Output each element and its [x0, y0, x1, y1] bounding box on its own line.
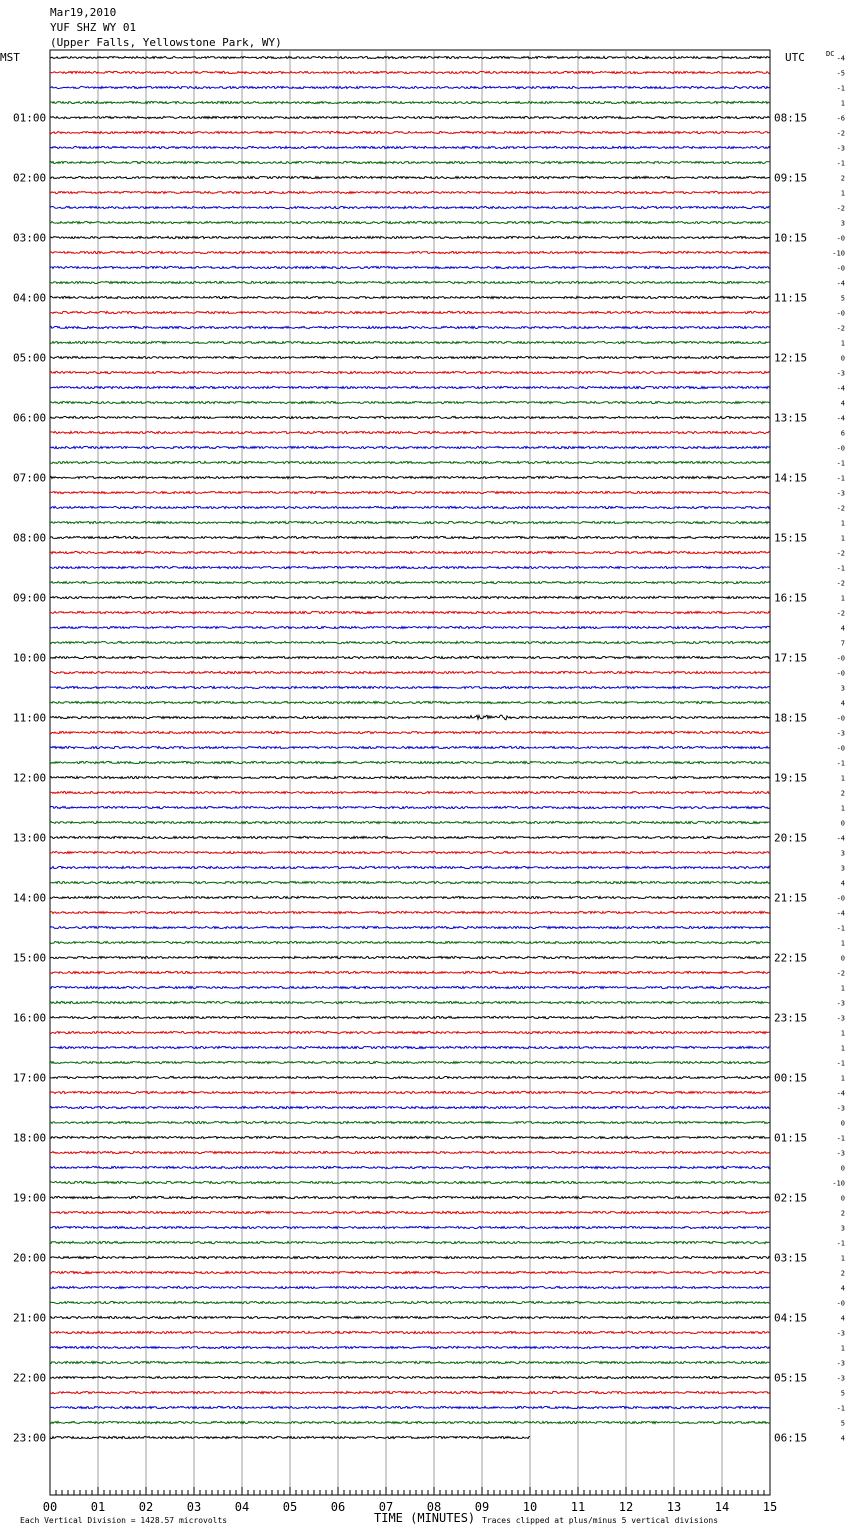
utc-hour-label: 15:15 — [774, 531, 808, 545]
utc-hour-label: 18:15 — [774, 711, 808, 725]
x-tick-label: 15 — [762, 1500, 778, 1514]
dc-offset-label: -0 — [836, 654, 845, 663]
dc-offset-label: -2 — [836, 969, 845, 978]
dc-offset-label: 3 — [840, 219, 845, 228]
trace-layer — [50, 56, 770, 1438]
seismic-trace — [50, 506, 770, 508]
seismic-trace — [50, 56, 770, 58]
seismic-trace — [50, 476, 770, 478]
dc-offset-label: -3 — [836, 1149, 845, 1158]
seismic-trace — [50, 401, 770, 403]
dc-offset-label: -3 — [836, 489, 845, 498]
utc-hour-label: 00:15 — [774, 1071, 808, 1085]
dc-offset-label: -3 — [836, 369, 845, 378]
label-layer — [13, 55, 845, 1445]
mst-hour-label: 12:00 — [13, 771, 47, 785]
mst-hour-label: 16:00 — [13, 1011, 47, 1025]
mst-hour-label: 19:00 — [13, 1191, 47, 1205]
seismic-trace — [50, 1151, 770, 1153]
seismic-trace — [50, 626, 770, 628]
seismic-trace — [50, 1391, 770, 1393]
dc-offset-label: -1 — [836, 84, 845, 93]
seismic-trace — [50, 101, 770, 103]
seismic-trace — [50, 146, 770, 148]
dc-offset-label: 3 — [840, 864, 845, 873]
seismic-trace — [50, 1346, 770, 1348]
dc-offset-label: 0 — [840, 1194, 845, 1203]
dc-offset-label: 1 — [840, 594, 845, 603]
dc-offset-label: 4 — [840, 399, 845, 408]
utc-hour-label: 10:15 — [774, 231, 808, 245]
seismic-trace — [50, 1241, 770, 1243]
utc-hour-label: 06:15 — [774, 1431, 808, 1445]
dc-offset-label: -4 — [836, 1089, 845, 1098]
seismic-trace — [50, 281, 770, 283]
dc-offset-label: 4 — [840, 1434, 845, 1443]
seismic-trace — [50, 416, 770, 418]
seismic-trace — [50, 911, 770, 913]
dc-offset-label: 5 — [840, 1419, 845, 1428]
dc-offset-label: 4 — [840, 1314, 845, 1323]
seismic-trace — [50, 776, 770, 778]
dc-offset-label: -2 — [836, 504, 845, 513]
dc-offset-label: 2 — [840, 1269, 845, 1278]
seismic-trace — [50, 1271, 770, 1273]
dc-offset-label: -4 — [836, 54, 845, 63]
seismic-trace — [50, 221, 770, 223]
seismic-trace — [50, 86, 770, 88]
dc-offset-label: 5 — [840, 294, 845, 303]
seismic-trace — [50, 686, 770, 688]
seismic-trace — [50, 1001, 770, 1003]
mst-hour-label: 14:00 — [13, 891, 47, 905]
dc-offset-label: -2 — [836, 324, 845, 333]
seismic-trace — [50, 1166, 770, 1168]
seismic-trace — [50, 116, 770, 118]
utc-hour-label: 01:15 — [774, 1131, 808, 1145]
seismic-trace — [50, 491, 770, 493]
x-tick-label: 03 — [186, 1500, 202, 1514]
utc-hour-label: 09:15 — [774, 171, 808, 185]
dc-offset-label: -3 — [836, 1374, 845, 1383]
dc-offset-label: -1 — [836, 159, 845, 168]
dc-offset-label: 0 — [840, 354, 845, 363]
dc-offset-label: -3 — [836, 1014, 845, 1023]
seismic-trace — [50, 1301, 770, 1303]
seismic-trace — [50, 206, 770, 208]
mst-hour-label: 23:00 — [13, 1431, 47, 1445]
dc-offset-label: 2 — [840, 1209, 845, 1218]
mst-hour-label: 05:00 — [13, 351, 47, 365]
dc-header-label: DC — [826, 50, 835, 58]
dc-offset-label: 0 — [840, 819, 845, 828]
seismic-trace — [50, 191, 770, 193]
location-label: (Upper Falls, Yellowstone Park, WY) — [50, 36, 282, 49]
mst-hour-label: 06:00 — [13, 411, 47, 425]
dc-offset-label: 1 — [840, 1344, 845, 1353]
dc-offset-label: 2 — [840, 789, 845, 798]
mst-hour-label: 21:00 — [13, 1311, 47, 1325]
dc-offset-label: -3 — [836, 729, 845, 738]
seismic-trace — [50, 715, 770, 720]
dc-offset-label: -0 — [836, 309, 845, 318]
dc-offset-label: 1 — [840, 774, 845, 783]
seismic-trace — [50, 881, 770, 883]
seismic-trace — [50, 596, 770, 598]
x-tick-label: 08 — [426, 1500, 442, 1514]
seismic-trace — [50, 551, 770, 553]
seismic-trace — [50, 986, 770, 988]
utc-hour-label: 14:15 — [774, 471, 808, 485]
dc-offset-label: -3 — [836, 1104, 845, 1113]
x-axis-title: TIME (MINUTES) — [374, 1511, 476, 1525]
dc-offset-label: -1 — [836, 1134, 845, 1143]
dc-offset-label: -1 — [836, 474, 845, 483]
dc-offset-label: 1 — [840, 519, 845, 528]
footer-scale-note: Each Vertical Division = 1428.57 microvolts — [20, 1516, 228, 1525]
utc-hour-label: 22:15 — [774, 951, 808, 965]
seismic-trace — [50, 1226, 770, 1228]
dc-offset-label: 4 — [840, 879, 845, 888]
seismic-trace — [50, 1331, 770, 1333]
dc-offset-label: -2 — [836, 579, 845, 588]
seismic-trace — [50, 341, 770, 343]
x-tick-label: 14 — [714, 1500, 730, 1514]
x-tick-label: 09 — [474, 1500, 490, 1514]
dc-offset-label: -0 — [836, 744, 845, 753]
dc-offset-label: -2 — [836, 549, 845, 558]
seismic-trace — [50, 251, 770, 253]
x-tick-label: 12 — [618, 1500, 634, 1514]
dc-offset-label: -4 — [836, 414, 845, 423]
dc-offset-label: -4 — [836, 279, 845, 288]
mst-hour-label: 07:00 — [13, 471, 47, 485]
utc-hour-label: 11:15 — [774, 291, 808, 305]
dc-offset-label: -1 — [836, 459, 845, 468]
seismic-trace — [50, 1031, 770, 1033]
seismic-trace — [50, 386, 770, 388]
mst-hour-label: 18:00 — [13, 1131, 47, 1145]
seismic-trace — [50, 956, 770, 958]
x-tick-label: 11 — [570, 1500, 586, 1514]
station-label: YUF SHZ WY 01 — [50, 21, 137, 34]
mst-hour-label: 15:00 — [13, 951, 47, 965]
seismic-trace — [50, 1121, 770, 1123]
dc-offset-label: 1 — [840, 339, 845, 348]
seismic-trace — [50, 1196, 770, 1198]
seismic-trace — [50, 941, 770, 943]
x-tick-label: 10 — [522, 1500, 538, 1514]
dc-offset-label: -10 — [832, 1179, 845, 1188]
seismic-trace — [50, 236, 770, 238]
dc-offset-label: 1 — [840, 99, 845, 108]
dc-offset-label: 1 — [840, 984, 845, 993]
seismic-trace — [50, 1061, 770, 1063]
dc-offset-label: -4 — [836, 834, 845, 843]
seismic-trace — [50, 1421, 770, 1423]
dc-offset-label: 1 — [840, 804, 845, 813]
seismic-trace — [50, 131, 770, 133]
dc-offset-label: 4 — [840, 699, 845, 708]
mst-hour-label: 04:00 — [13, 291, 47, 305]
seismic-trace — [50, 731, 770, 733]
seismic-trace — [50, 836, 770, 838]
mst-hour-label: 08:00 — [13, 531, 47, 545]
seismic-trace — [50, 1211, 770, 1213]
mst-hour-label: 11:00 — [13, 711, 47, 725]
dc-offset-label: 6 — [840, 429, 845, 438]
x-tick-label: 07 — [378, 1500, 394, 1514]
utc-hour-label: 16:15 — [774, 591, 808, 605]
dc-offset-label: -2 — [836, 204, 845, 213]
seismic-trace — [50, 1181, 770, 1183]
mst-hour-label: 10:00 — [13, 651, 47, 665]
seismic-trace — [50, 311, 770, 313]
seismic-trace — [50, 446, 770, 448]
seismic-trace — [50, 566, 770, 568]
x-tick-label: 13 — [666, 1500, 682, 1514]
dc-offset-label: -0 — [836, 894, 845, 903]
dc-offset-label: 3 — [840, 1224, 845, 1233]
dc-offset-label: 5 — [840, 1389, 845, 1398]
utc-hour-label: 23:15 — [774, 1011, 808, 1025]
dc-offset-label: 1 — [840, 1029, 845, 1038]
seismic-trace — [50, 581, 770, 583]
seismic-trace — [50, 641, 770, 643]
seismic-trace — [50, 266, 770, 268]
dc-offset-label: -2 — [836, 609, 845, 618]
dc-offset-label: 3 — [840, 684, 845, 693]
seismic-trace — [50, 1286, 770, 1288]
dc-offset-label: -4 — [836, 909, 845, 918]
dc-offset-label: -1 — [836, 1239, 845, 1248]
dc-offset-label: -10 — [832, 249, 845, 258]
seismic-trace — [50, 1016, 770, 1018]
dc-offset-label: 4 — [840, 1284, 845, 1293]
seismic-trace — [50, 971, 770, 973]
dc-offset-label: -1 — [836, 924, 845, 933]
seismic-trace — [50, 521, 770, 523]
seismic-trace — [50, 1046, 770, 1048]
seismic-trace — [50, 1091, 770, 1093]
dc-offset-label: -6 — [836, 114, 845, 123]
x-tick-label: 00 — [42, 1500, 58, 1514]
seismic-trace — [50, 701, 770, 703]
utc-hour-label: 05:15 — [774, 1371, 808, 1385]
seismic-trace — [50, 761, 770, 763]
dc-offset-label: 7 — [840, 639, 845, 648]
dc-offset-label: -3 — [836, 999, 845, 1008]
seismic-trace — [50, 821, 770, 823]
date-label: Mar19,2010 — [50, 6, 117, 19]
utc-hour-label: 21:15 — [774, 891, 808, 905]
x-tick-label: 06 — [330, 1500, 346, 1514]
utc-hour-label: 02:15 — [774, 1191, 808, 1205]
utc-hour-label: 20:15 — [774, 831, 808, 845]
mst-hour-label: 01:00 — [13, 111, 47, 125]
dc-offset-label: 1 — [840, 1254, 845, 1263]
dc-offset-label: 0 — [840, 1164, 845, 1173]
seismic-trace — [50, 161, 770, 163]
mst-hour-label: 20:00 — [13, 1251, 47, 1265]
dc-offset-label: -4 — [836, 384, 845, 393]
utc-hour-label: 03:15 — [774, 1251, 808, 1265]
mst-hour-label: 17:00 — [13, 1071, 47, 1085]
dc-offset-label: 0 — [840, 1119, 845, 1128]
utc-hour-label: 13:15 — [774, 411, 808, 425]
dc-offset-label: -0 — [836, 264, 845, 273]
dc-offset-label: -1 — [836, 564, 845, 573]
seismic-trace — [50, 461, 770, 463]
x-tick-label: 01 — [90, 1500, 106, 1514]
dc-offset-label: 1 — [840, 1074, 845, 1083]
seismic-trace — [50, 656, 770, 658]
mst-hour-label: 03:00 — [13, 231, 47, 245]
dc-offset-label: -0 — [836, 444, 845, 453]
seismic-trace — [50, 371, 770, 373]
right-timezone-label: UTC — [785, 51, 805, 64]
dc-offset-label: -2 — [836, 129, 845, 138]
seismic-trace — [50, 896, 770, 898]
mst-hour-label: 09:00 — [13, 591, 47, 605]
mst-hour-label: 22:00 — [13, 1371, 47, 1385]
x-axis — [43, 1487, 777, 1514]
seismic-trace — [50, 926, 770, 928]
utc-hour-label: 12:15 — [774, 351, 808, 365]
seismic-trace — [50, 866, 770, 868]
seismic-trace — [50, 176, 770, 178]
dc-offset-label: -3 — [836, 144, 845, 153]
mst-hour-label: 13:00 — [13, 831, 47, 845]
seismic-trace — [50, 1136, 770, 1138]
seismic-trace — [50, 1406, 770, 1408]
dc-offset-label: -0 — [836, 234, 845, 243]
dc-offset-label: -0 — [836, 1299, 845, 1308]
dc-offset-label: -1 — [836, 1404, 845, 1413]
dc-offset-label: 1 — [840, 939, 845, 948]
seismic-trace — [50, 1106, 770, 1108]
seismic-trace — [50, 806, 770, 808]
x-tick-label: 05 — [282, 1500, 298, 1514]
dc-offset-label: -0 — [836, 669, 845, 678]
mst-hour-label: 02:00 — [13, 171, 47, 185]
dc-offset-label: -3 — [836, 1329, 845, 1338]
dc-offset-label: 2 — [840, 174, 845, 183]
dc-offset-label: 1 — [840, 189, 845, 198]
footer-clip-note: Traces clipped at plus/minus 5 vertical divisions — [482, 1516, 719, 1525]
seismic-trace — [50, 851, 770, 853]
utc-hour-label: 19:15 — [774, 771, 808, 785]
seismic-trace — [50, 791, 770, 793]
seismic-trace — [50, 431, 770, 433]
seismic-trace — [50, 326, 770, 328]
x-tick-label: 02 — [138, 1500, 154, 1514]
left-timezone-label: MST — [0, 51, 20, 64]
seismic-trace — [50, 1376, 770, 1378]
dc-offset-label: -1 — [836, 1059, 845, 1068]
seismic-trace — [50, 71, 770, 73]
utc-hour-label: 17:15 — [774, 651, 808, 665]
dc-offset-label: 4 — [840, 624, 845, 633]
seismic-trace — [50, 296, 770, 298]
x-tick-label: 04 — [234, 1500, 250, 1514]
seismic-trace — [50, 1361, 770, 1363]
dc-offset-label: 3 — [840, 849, 845, 858]
utc-hour-label: 08:15 — [774, 111, 808, 125]
dc-offset-label: 1 — [840, 534, 845, 543]
seismic-trace — [50, 746, 770, 748]
dc-offset-label: 1 — [840, 1044, 845, 1053]
dc-offset-label: -1 — [836, 759, 845, 768]
dc-offset-label: -3 — [836, 1359, 845, 1368]
seismic-trace — [50, 536, 770, 538]
seismic-trace — [50, 611, 770, 613]
seismic-trace — [50, 1256, 770, 1258]
dc-offset-label: -0 — [836, 714, 845, 723]
utc-hour-label: 04:15 — [774, 1311, 808, 1325]
seismic-trace — [50, 1316, 770, 1318]
seismic-trace — [50, 1076, 770, 1078]
seismic-trace — [50, 671, 770, 673]
dc-offset-label: -5 — [836, 69, 845, 78]
seismic-trace — [50, 356, 770, 358]
dc-offset-label: 0 — [840, 954, 845, 963]
